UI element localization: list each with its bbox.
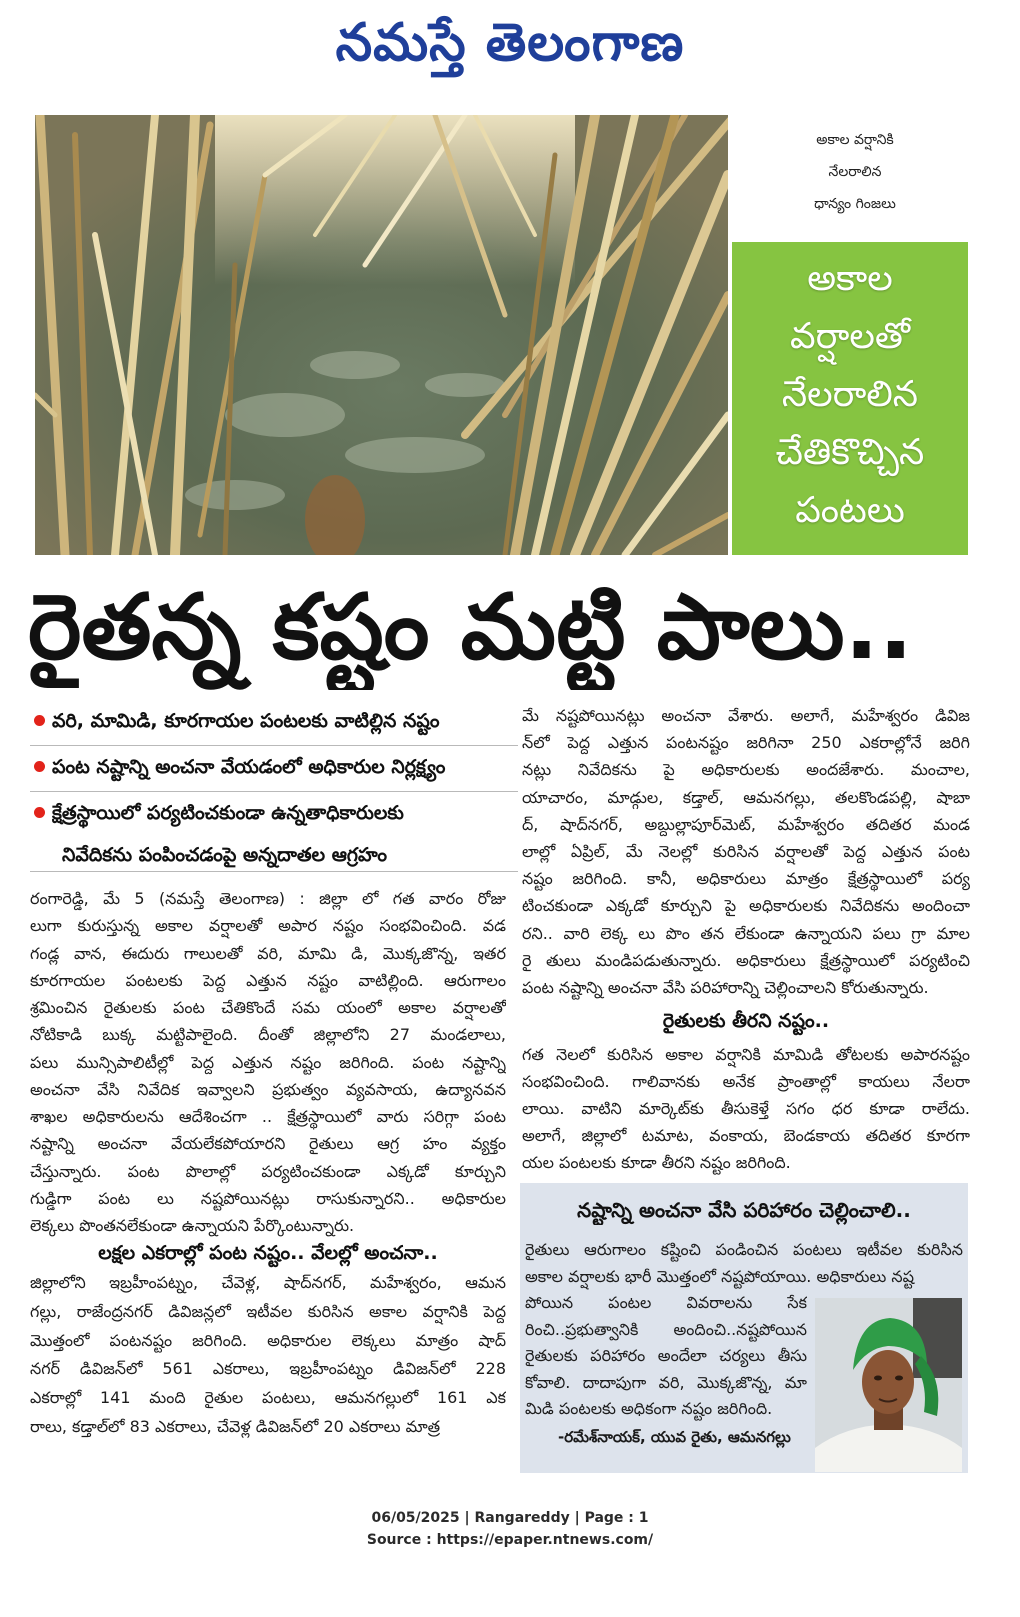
text-line: రంగారెడ్డి, మే 5 (నమస్తే తెలంగాణ) : జిల్లా లో గత వారం రోజు xyxy=(30,889,506,908)
right-continuation-paragraph xyxy=(522,702,970,1001)
text-line: నగర్ డివిజన్‌లో 561 ఎకరాలు, ఇబ్రహీంపట్నం డివిజన్‌లో 228 xyxy=(30,1359,506,1379)
bullet-dot-icon xyxy=(34,761,45,772)
text-line: అంచనా వేసి నివేదిక ఇవ్వాలని ప్రభుత్వం వ్యవసాయ, ఉద్యానవన xyxy=(30,1079,506,1099)
left-second-paragraph xyxy=(30,1269,506,1442)
highlight-line: అకాల xyxy=(807,258,893,299)
text-line: పలు మున్సిపాలిటీల్లో పెద్ద ఎత్తున నష్టం జరిగింది. పంట నష్టాన్ని xyxy=(30,1052,506,1072)
text-line: ద్, షాద్‌నగర్, అబ్దుల్లాపూర్‌మెట్, మహేశ్వరం తదితర మండ xyxy=(522,814,970,834)
right-subhead: రైతులకు తీరని నష్టం.. xyxy=(662,1010,830,1032)
text-line: గండ్ల వాన, ఈదురు గాలులతో వరి, మామి డి, మొక్కజొన్న, ఇతర xyxy=(30,943,506,963)
right-second-paragraph xyxy=(522,1041,970,1176)
text-line: రైతులు ఆరుగాలం కష్టించి పండించిన పంటలు ఇటీవల కురిసిన xyxy=(525,1240,963,1259)
text-line: గత నెలలో కురిసిన అకాల వర్షానికి మామిడి తోటలకు అపారనష్టం xyxy=(522,1045,970,1064)
headline: రైతన్న కష్టం మట్టి పాలు.. xyxy=(28,575,913,680)
text-line: అలాగే, జిల్లాలో టమాట, వంకాయ, బెండకాయ తదితర కూరగా xyxy=(522,1126,970,1145)
quote-narrow-lines xyxy=(525,1290,807,1423)
bullet-dot-icon xyxy=(34,807,45,818)
text-line: నష్టం జరిగింది. కానీ, అధికారులు మాత్రం క్షేత్రస్థాయిలో పర్య xyxy=(522,869,970,889)
highlight-line: వర్షాలతో xyxy=(790,316,910,357)
text-line: పంట నష్టాన్ని అంచనా వేసి పరిహారాన్ని చెల్లించాలని కోరుతున్నారు. xyxy=(522,977,929,997)
farmer-photo-image xyxy=(815,1298,962,1472)
bullet-item xyxy=(30,792,518,872)
bullet-item xyxy=(30,700,518,746)
photo-caption xyxy=(770,124,940,220)
text-line: నష్టాన్ని అంచనా వేయలేకపోయారని రైతులు ఆగ్ర హం వ్యక్తం xyxy=(30,1134,506,1154)
caption-line: ధాన్యం గింజలు xyxy=(814,196,896,212)
text-line: మొత్తంలో పంటనష్టం జరిగింది. అధికారుల లెక్కలు మాత్రం షాద్ xyxy=(30,1330,506,1350)
bullet-list xyxy=(30,700,518,872)
text-line: లెక్కలు పొంతనలేకుండా ఉన్నాయని పేర్కొంటున్నారు. xyxy=(30,1216,355,1235)
quote-signature: -రమేశ్‌నాయక్, యువ రైతు, ఆమనగల్లు xyxy=(558,1428,791,1446)
text-line: యాచారం, మాడ్గుల, కడ్తాల్, ఆమనగల్లు, తలకొండపల్లి, షాబా xyxy=(522,787,970,807)
field-photo xyxy=(35,115,728,555)
text-line: టించకుండా ఎక్కడో కూర్చుని పై అధికారులకు నివేదికను అందించా xyxy=(522,896,970,916)
text-line: యల పంటలకు కూడా తీరని నష్టం జరిగింది. xyxy=(522,1153,791,1172)
text-line: శాఖల అధికారులను ఆదేశించగా .. క్షేత్రస్థాయిలో వారు సరిగ్గా పంట xyxy=(30,1107,506,1126)
highlight-line: పంటలు xyxy=(795,490,905,531)
text-line: లాల్లో ఏప్రిల్, మే నెలల్లో కురిసిన వర్షాలతో పెద్ద ఎత్తున పంట xyxy=(522,841,970,861)
bullet-item xyxy=(30,746,518,792)
farmer-photo xyxy=(815,1298,962,1472)
highlight-box xyxy=(732,242,968,555)
field-photo-image xyxy=(35,115,728,555)
caption-line: నేలరాలిన xyxy=(828,164,882,180)
text-line: చేస్తున్నారు. పంట పొలాల్లో పర్యటించకుండా ఎక్కడో కూర్చుని xyxy=(30,1161,506,1181)
text-line: నోటికాడి బుక్క మట్టిపాలైంది. దీంతో జిల్లాలోని 27 మండలాలు, xyxy=(30,1025,506,1045)
quote-wide-lines xyxy=(525,1236,963,1290)
highlight-line: చేతికొచ్చిన xyxy=(775,432,925,473)
quote-box-title: నష్టాన్ని అంచనా వేసి పరిహారం చెల్లించాలి.. xyxy=(577,1198,911,1222)
text-line: పోయిన పంటల వివరాలను సేక xyxy=(525,1293,807,1312)
text-line: కోవాలి. దాదాపుగా వరి, మొక్కజొన్న, మా xyxy=(525,1372,807,1392)
text-line: నట్లు నివేదికను పై అధికారులకు అందజేశారు. మంచాల, xyxy=(522,760,970,780)
footer-dateline: 06/05/2025 | Rangareddy | Page : 1 xyxy=(371,1510,649,1526)
bullet-dot-icon xyxy=(34,715,45,726)
left-intro-paragraph xyxy=(30,885,506,1239)
text-line: మిడి పంటలకు అధికంగా నష్టం జరిగింది. xyxy=(525,1399,773,1418)
bullet-text: పంట నష్టాన్ని అంచనా వేయడంలో అధికారుల నిర్లక్ష్యం xyxy=(52,756,446,778)
bullet-text: వరి, మామిడి, కూరగాయల పంటలకు వాటిల్లిన నష్టం xyxy=(52,710,440,732)
bullet-text: క్షేత్రస్థాయిలో పర్యటించకుండా ఉన్నతాధికారులకు xyxy=(52,802,404,824)
text-line: రైతులకు పరిహారం అందేలా చర్యలు తీసు xyxy=(525,1346,807,1365)
text-line: గల్లు, రాజేంద్రనగర్ డివిజన్లలో ఇటీవల కురిసిన అకాల వర్షానికి పెద్ద xyxy=(30,1301,506,1321)
text-line: రై తులు మండిపడుతున్నారు. అధికారులు క్షేత్రస్థాయిలో పర్యటించి xyxy=(522,950,970,970)
text-line: లుగా కురుస్తున్న అకాల వర్షాలతో అపార నష్టం సంభవించింది. వడ xyxy=(30,916,506,936)
text-line: మే నష్టపోయినట్లు అంచనా వేశారు. అలాగే, మహేశ్వరం డివిజ xyxy=(522,706,970,725)
text-line: జిల్లాలోని ఇబ్రహీంపట్నం, చేవెళ్ల, షాద్‌నగర్, మహేశ్వరం, ఆమన xyxy=(30,1273,506,1292)
text-line: శ్రమించిన రైతులకు పంట చేతికొందే సమ యంలో అకాల వర్షాలతో xyxy=(30,998,506,1017)
text-line: న్‌లో పెద్ద ఎత్తున పంటనష్టం జరిగినా 250 ఎకరాల్లోనే జరిగి xyxy=(522,733,970,753)
left-subhead: లక్షల ఎకరాల్లో పంట నష్టం.. వేలల్లో అంచనా.. xyxy=(98,1242,438,1264)
footer-source: Source : https://epaper.ntnews.com/ xyxy=(366,1532,654,1548)
text-line: రాలు, కడ్తాల్‌లో 83 ఎకరాలు, చేవెళ్ల డివిజన్‌లో 20 ఎకరాలు మాత్ర xyxy=(30,1416,441,1436)
masthead-logo: నమస్తే తెలంగాణ xyxy=(335,13,685,73)
text-line: గుడ్డిగా పంట లు నష్టపోయినట్లు రాసుకున్నారని.. అధికారుల xyxy=(30,1188,506,1208)
text-line: రించి..ప్రభుత్వానికి అందించి..నష్టపోయిన xyxy=(525,1319,807,1339)
highlight-line: నేలరాలిన xyxy=(781,374,919,415)
text-line: ఎకరాల్లో 141 మంది రైతుల పంటలు, ఆమనగల్లులో 161 ఎక xyxy=(30,1388,506,1408)
text-line: అకాల వర్షాలకు భారీ మొత్తంలో నష్టపోయాయి. అధికారులు నష్ట xyxy=(525,1267,915,1286)
text-line: సంభవించింది. గాలివానకు అనేక ప్రాంతాల్లో కాయలు నేలరా xyxy=(522,1072,970,1091)
text-line: లాయి. వాటిని మార్కెట్‌కు తీసుకెళ్తే సగం ధర కూడా రాలేదు. xyxy=(522,1099,970,1118)
caption-line: అకాల వర్షానికి xyxy=(816,132,894,148)
text-line: రని.. వారి లెక్క లు పొం తన లేకుండా ఉన్నాయని పలు గ్రా మాల xyxy=(522,923,970,943)
bullet-text-continuation: నివేదికను పంపించడంపై అన్నదాతల ఆగ్రహం xyxy=(62,844,388,866)
text-line: కూరగాయల పంటలకు పెద్ద ఎత్తున నష్టం వాటిల్లింది. ఆరుగాలం xyxy=(30,970,506,990)
